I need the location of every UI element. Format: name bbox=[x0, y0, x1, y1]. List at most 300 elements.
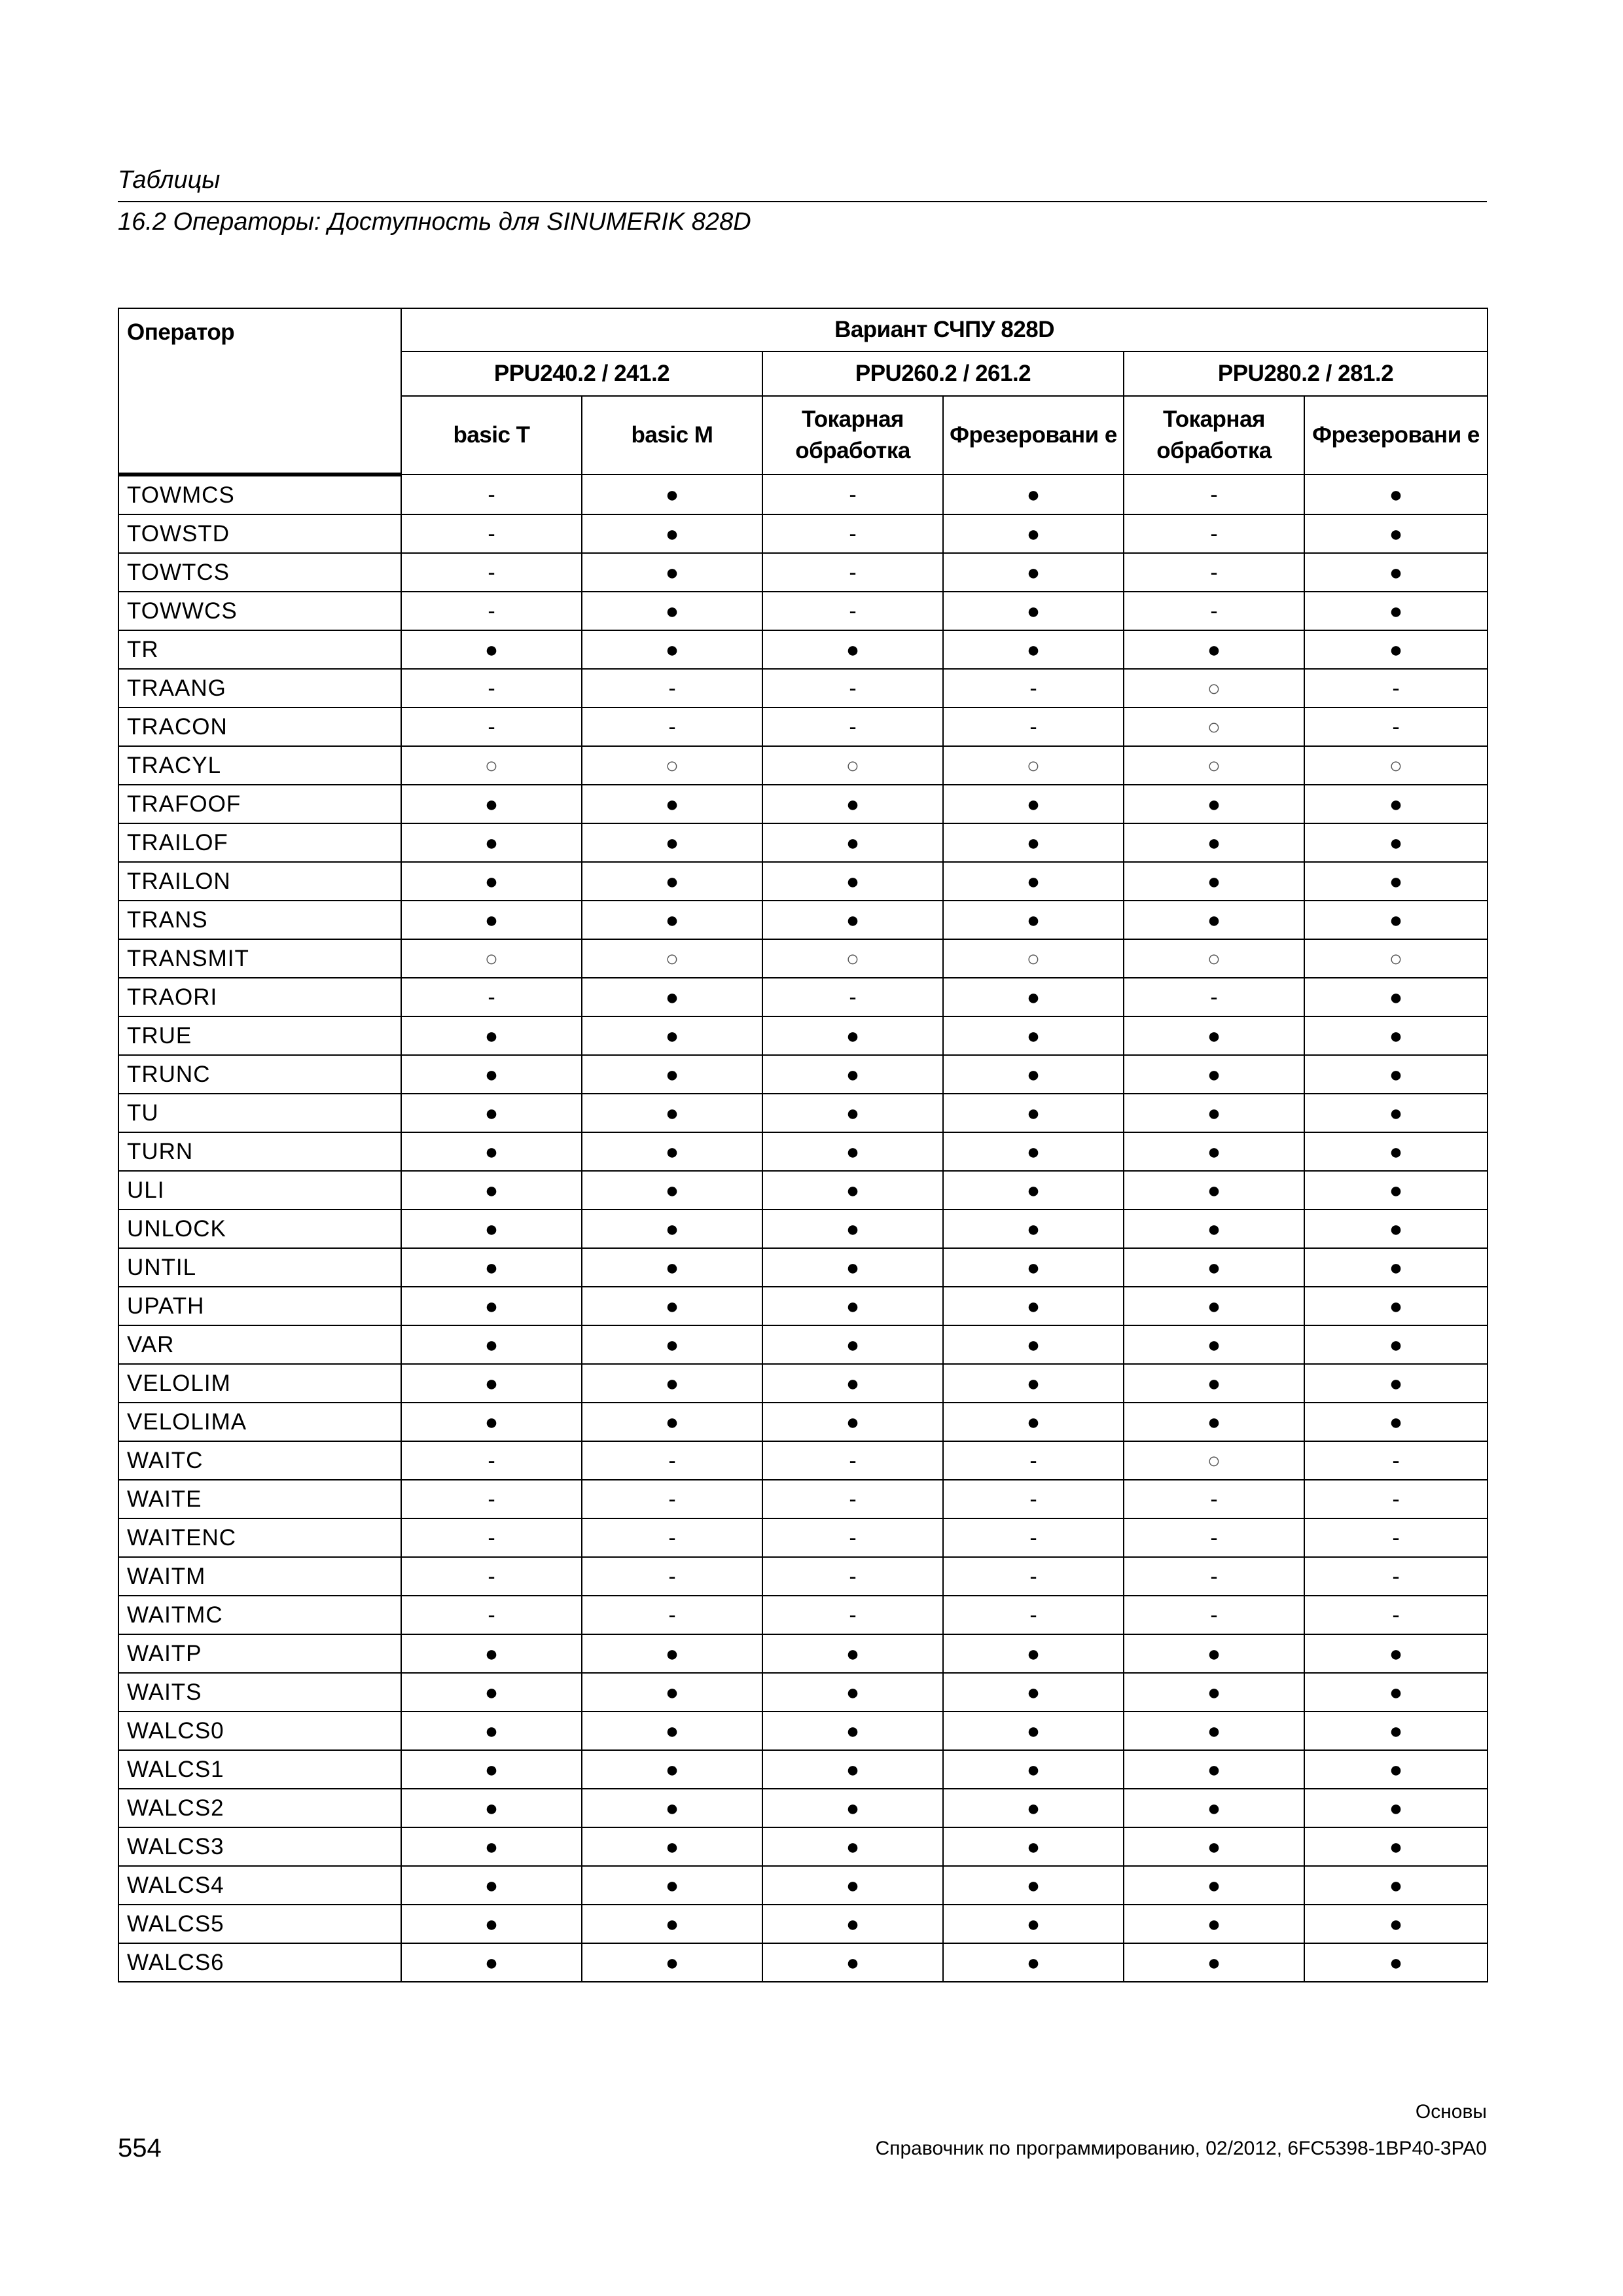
available-mark: ● bbox=[846, 1641, 860, 1666]
available-mark: ● bbox=[1026, 791, 1041, 817]
operator-name: TOWMCS bbox=[118, 475, 401, 514]
available-mark: ● bbox=[1389, 791, 1403, 817]
not-available-mark: - bbox=[668, 1602, 676, 1628]
availability-cell bbox=[762, 823, 943, 862]
option-mark: ○ bbox=[484, 946, 499, 971]
not-available-mark: - bbox=[849, 560, 857, 585]
available-mark: ● bbox=[846, 1293, 860, 1319]
available-mark: ● bbox=[1389, 521, 1403, 547]
operator-name: TRACYL bbox=[118, 746, 401, 785]
available-mark: ● bbox=[1389, 1950, 1403, 1975]
availability-cell bbox=[943, 1055, 1124, 1094]
availability-cell bbox=[1304, 1789, 1488, 1827]
not-available-mark: - bbox=[1392, 1448, 1400, 1473]
available-mark: ● bbox=[484, 1139, 499, 1164]
not-available-mark: - bbox=[668, 675, 676, 701]
availability-cell bbox=[943, 1905, 1124, 1943]
available-mark: ● bbox=[665, 1293, 679, 1319]
available-mark: ● bbox=[1207, 1216, 1221, 1242]
available-mark: ● bbox=[1389, 1834, 1403, 1859]
available-mark: ● bbox=[665, 907, 679, 933]
availability-cell bbox=[943, 475, 1124, 514]
available-mark: ● bbox=[846, 791, 860, 817]
table-row bbox=[118, 514, 1488, 553]
option-mark: ○ bbox=[1207, 753, 1221, 778]
availability-cell bbox=[1304, 1866, 1488, 1905]
available-mark: ● bbox=[665, 1795, 679, 1821]
available-mark: ● bbox=[1389, 1100, 1403, 1126]
not-available-mark: - bbox=[488, 1486, 495, 1512]
availability-cell bbox=[1124, 1016, 1304, 1055]
available-mark: ● bbox=[1026, 482, 1041, 507]
table-row bbox=[118, 1171, 1488, 1210]
availability-cell bbox=[943, 1557, 1124, 1596]
availability-cell bbox=[943, 978, 1124, 1016]
availability-cell bbox=[582, 1171, 762, 1210]
operator-name: UPATH bbox=[118, 1287, 401, 1325]
option-mark: ○ bbox=[846, 753, 860, 778]
operator-name: WALCS3 bbox=[118, 1827, 401, 1866]
table-row bbox=[118, 1364, 1488, 1403]
availability-cell bbox=[943, 1943, 1124, 1982]
table-row bbox=[118, 939, 1488, 978]
not-available-mark: - bbox=[668, 1486, 676, 1512]
not-available-mark: - bbox=[668, 714, 676, 740]
availability-cell bbox=[1124, 1634, 1304, 1673]
operator-name: TRAILOF bbox=[118, 823, 401, 862]
not-available-mark: - bbox=[1210, 1486, 1218, 1512]
available-mark: ● bbox=[1389, 1139, 1403, 1164]
available-mark: ● bbox=[1026, 1641, 1041, 1666]
available-mark: ● bbox=[665, 984, 679, 1010]
availability-cell bbox=[762, 1403, 943, 1441]
availability-cell bbox=[762, 862, 943, 901]
available-mark: ● bbox=[846, 1216, 860, 1242]
availability-cell bbox=[1124, 669, 1304, 708]
option-mark: ○ bbox=[1207, 946, 1221, 971]
availability-cell bbox=[1124, 901, 1304, 939]
available-mark: ● bbox=[484, 1834, 499, 1859]
table-row bbox=[118, 1132, 1488, 1171]
availability-cell bbox=[582, 1596, 762, 1634]
available-mark: ● bbox=[484, 1216, 499, 1242]
available-mark: ● bbox=[1026, 1293, 1041, 1319]
availability-cell bbox=[943, 708, 1124, 746]
available-mark: ● bbox=[1026, 1873, 1041, 1898]
available-mark: ● bbox=[1389, 560, 1403, 585]
availability-cell bbox=[1304, 1441, 1488, 1480]
availability-cell bbox=[1124, 475, 1304, 514]
availability-cell bbox=[1304, 1248, 1488, 1287]
availability-cell bbox=[762, 1712, 943, 1750]
availability-cell bbox=[1304, 1055, 1488, 1094]
availability-cell bbox=[401, 475, 582, 514]
availability-cell bbox=[401, 1943, 582, 1982]
availability-cell bbox=[1124, 1673, 1304, 1712]
availability-cell bbox=[401, 708, 582, 746]
availability-cell bbox=[943, 746, 1124, 785]
availability-cell bbox=[1304, 630, 1488, 669]
available-mark: ● bbox=[665, 560, 679, 585]
available-mark: ● bbox=[1389, 1409, 1403, 1435]
availability-cell bbox=[943, 1789, 1124, 1827]
availability-cell bbox=[762, 1866, 943, 1905]
available-mark: ● bbox=[1207, 1139, 1221, 1164]
availability-cell bbox=[943, 1287, 1124, 1325]
available-mark: ● bbox=[665, 1409, 679, 1435]
available-mark: ● bbox=[1207, 1332, 1221, 1357]
availability-cell bbox=[582, 1132, 762, 1171]
operator-name: VELOLIMA bbox=[118, 1403, 401, 1441]
available-mark: ● bbox=[1026, 1255, 1041, 1280]
available-mark: ● bbox=[1389, 637, 1403, 662]
availability-cell bbox=[762, 746, 943, 785]
availability-cell bbox=[762, 1325, 943, 1364]
availability-cell bbox=[401, 1094, 582, 1132]
availability-cell bbox=[943, 592, 1124, 630]
available-mark: ● bbox=[1389, 1679, 1403, 1705]
availability-cell bbox=[582, 1518, 762, 1557]
availability-cell bbox=[1304, 514, 1488, 553]
not-available-mark: - bbox=[1210, 984, 1218, 1010]
not-available-mark: - bbox=[488, 1448, 495, 1473]
table-row bbox=[118, 1634, 1488, 1673]
availability-cell bbox=[401, 1171, 582, 1210]
table-row bbox=[118, 1789, 1488, 1827]
availability-cell bbox=[401, 1480, 582, 1518]
available-mark: ● bbox=[1026, 1371, 1041, 1396]
available-mark: ● bbox=[665, 1139, 679, 1164]
option-mark: ○ bbox=[1026, 753, 1041, 778]
availability-cell bbox=[1124, 592, 1304, 630]
operator-name: TR bbox=[118, 630, 401, 669]
available-mark: ● bbox=[1207, 1255, 1221, 1280]
available-mark: ● bbox=[665, 1255, 679, 1280]
availability-cell bbox=[1124, 1210, 1304, 1248]
available-mark: ● bbox=[1207, 1023, 1221, 1049]
footer-doc-reference: Справочник по программированию, 02/2012, 6FC5398-1BP40-3PA0 bbox=[875, 2138, 1487, 2159]
availability-cell bbox=[762, 1441, 943, 1480]
operator-name: TRUNC bbox=[118, 1055, 401, 1094]
not-available-mark: - bbox=[1392, 1525, 1400, 1551]
available-mark: ● bbox=[484, 1177, 499, 1203]
availability-cell bbox=[1304, 939, 1488, 978]
availability-cell bbox=[401, 1905, 582, 1943]
availability-cell bbox=[1304, 1287, 1488, 1325]
availability-cell bbox=[943, 1094, 1124, 1132]
availability-cell bbox=[1124, 1287, 1304, 1325]
availability-cell bbox=[582, 1750, 762, 1789]
available-mark: ● bbox=[665, 1641, 679, 1666]
availability-cell bbox=[401, 939, 582, 978]
availability-cell bbox=[1124, 1248, 1304, 1287]
availability-cell bbox=[762, 785, 943, 823]
available-mark: ● bbox=[665, 791, 679, 817]
operator-column-header: Оператор bbox=[118, 308, 401, 475]
table-row bbox=[118, 1094, 1488, 1132]
availability-cell bbox=[943, 901, 1124, 939]
availability-cell bbox=[762, 978, 943, 1016]
availability-cell bbox=[582, 1094, 762, 1132]
availability-cell bbox=[1124, 1518, 1304, 1557]
availability-cell bbox=[401, 1287, 582, 1325]
available-mark: ● bbox=[846, 1834, 860, 1859]
not-available-mark: - bbox=[1210, 598, 1218, 624]
available-mark: ● bbox=[1026, 1757, 1041, 1782]
availability-cell bbox=[762, 708, 943, 746]
availability-cell bbox=[1124, 708, 1304, 746]
availability-cell bbox=[1304, 1750, 1488, 1789]
available-mark: ● bbox=[1026, 830, 1041, 855]
operator-name: WALCS6 bbox=[118, 1943, 401, 1982]
available-mark: ● bbox=[1207, 1911, 1221, 1937]
available-mark: ● bbox=[665, 1873, 679, 1898]
subcolumn-header: Токарная обработка bbox=[1124, 396, 1304, 475]
availability-cell bbox=[582, 1905, 762, 1943]
available-mark: ● bbox=[1389, 1718, 1403, 1744]
availability-cell bbox=[943, 1634, 1124, 1673]
availability-cell bbox=[582, 1441, 762, 1480]
availability-cell bbox=[1304, 1171, 1488, 1210]
chapter-title: Таблицы bbox=[118, 166, 221, 194]
table-row bbox=[118, 978, 1488, 1016]
available-mark: ● bbox=[665, 1371, 679, 1396]
availability-cell bbox=[401, 592, 582, 630]
availability-cell bbox=[401, 1132, 582, 1171]
availability-cell bbox=[762, 553, 943, 592]
availability-cell bbox=[762, 1750, 943, 1789]
availability-cell bbox=[1124, 1866, 1304, 1905]
availability-cell bbox=[1304, 1634, 1488, 1673]
availability-cell bbox=[1124, 1789, 1304, 1827]
available-mark: ● bbox=[1207, 1293, 1221, 1319]
not-available-mark: - bbox=[1029, 1486, 1037, 1512]
available-mark: ● bbox=[665, 1950, 679, 1975]
not-available-mark: - bbox=[849, 1486, 857, 1512]
operator-name: TRACON bbox=[118, 708, 401, 746]
not-available-mark: - bbox=[849, 714, 857, 740]
not-available-mark: - bbox=[1029, 1564, 1037, 1589]
availability-cell bbox=[401, 1827, 582, 1866]
available-mark: ● bbox=[846, 1177, 860, 1203]
available-mark: ● bbox=[484, 1293, 499, 1319]
availability-cell bbox=[582, 1325, 762, 1364]
availability-cell bbox=[943, 1364, 1124, 1403]
available-mark: ● bbox=[1026, 1409, 1041, 1435]
not-available-mark: - bbox=[849, 1448, 857, 1473]
option-mark: ○ bbox=[1389, 753, 1403, 778]
availability-cell bbox=[401, 514, 582, 553]
not-available-mark: - bbox=[1029, 1448, 1037, 1473]
available-mark: ● bbox=[1389, 1641, 1403, 1666]
availability-cell bbox=[1304, 1016, 1488, 1055]
group-header-ppu280: PPU280.2 / 281.2 bbox=[1124, 351, 1488, 396]
availability-cell bbox=[943, 1866, 1124, 1905]
availability-cell bbox=[582, 475, 762, 514]
availability-cell bbox=[762, 1789, 943, 1827]
availability-cell bbox=[943, 1712, 1124, 1750]
availability-cell bbox=[762, 1364, 943, 1403]
option-mark: ○ bbox=[1207, 675, 1221, 701]
operator-name: UNTIL bbox=[118, 1248, 401, 1287]
operator-name: WALCS1 bbox=[118, 1750, 401, 1789]
table-row bbox=[118, 1210, 1488, 1248]
availability-cell bbox=[582, 708, 762, 746]
available-mark: ● bbox=[846, 907, 860, 933]
available-mark: ● bbox=[1389, 1293, 1403, 1319]
available-mark: ● bbox=[665, 1332, 679, 1357]
availability-cell bbox=[762, 1596, 943, 1634]
operator-name: TRANS bbox=[118, 901, 401, 939]
availability-cell bbox=[1124, 1750, 1304, 1789]
availability-cell bbox=[401, 1248, 582, 1287]
availability-cell bbox=[762, 1518, 943, 1557]
availability-cell bbox=[762, 1634, 943, 1673]
not-available-mark: - bbox=[488, 1564, 495, 1589]
not-available-mark: - bbox=[488, 598, 495, 624]
availability-cell bbox=[582, 669, 762, 708]
availability-cell bbox=[1304, 1480, 1488, 1518]
availability-cell bbox=[943, 823, 1124, 862]
not-available-mark: - bbox=[1392, 1602, 1400, 1628]
available-mark: ● bbox=[484, 1911, 499, 1937]
option-mark: ○ bbox=[665, 753, 679, 778]
availability-cell bbox=[1124, 630, 1304, 669]
available-mark: ● bbox=[484, 637, 499, 662]
available-mark: ● bbox=[1207, 1641, 1221, 1666]
available-mark: ● bbox=[484, 869, 499, 894]
available-mark: ● bbox=[1207, 1100, 1221, 1126]
availability-cell bbox=[401, 1364, 582, 1403]
availability-cell bbox=[582, 553, 762, 592]
availability-cell bbox=[762, 1016, 943, 1055]
header-rule bbox=[118, 201, 1487, 202]
table-row bbox=[118, 592, 1488, 630]
availability-cell bbox=[582, 1866, 762, 1905]
availability-cell bbox=[582, 1712, 762, 1750]
operator-name: WAITE bbox=[118, 1480, 401, 1518]
availability-cell bbox=[401, 862, 582, 901]
table-row bbox=[118, 1827, 1488, 1866]
page-number: 554 bbox=[118, 2134, 162, 2162]
available-mark: ● bbox=[1389, 1177, 1403, 1203]
availability-cell bbox=[1304, 1712, 1488, 1750]
operators-table bbox=[118, 308, 1488, 1982]
available-mark: ● bbox=[484, 1100, 499, 1126]
operator-name: TU bbox=[118, 1094, 401, 1132]
availability-cell bbox=[582, 939, 762, 978]
available-mark: ● bbox=[1026, 869, 1041, 894]
available-mark: ● bbox=[1389, 1332, 1403, 1357]
group-header-ppu240: PPU240.2 / 241.2 bbox=[401, 351, 762, 396]
available-mark: ● bbox=[484, 1332, 499, 1357]
available-mark: ● bbox=[1207, 1718, 1221, 1744]
availability-cell bbox=[762, 1480, 943, 1518]
availability-cell bbox=[1124, 746, 1304, 785]
availability-cell bbox=[943, 553, 1124, 592]
available-mark: ● bbox=[846, 1911, 860, 1937]
available-mark: ● bbox=[484, 1950, 499, 1975]
table-row bbox=[118, 1943, 1488, 1982]
available-mark: ● bbox=[484, 1757, 499, 1782]
availability-cell bbox=[1124, 1403, 1304, 1441]
availability-cell bbox=[582, 630, 762, 669]
availability-cell bbox=[1304, 901, 1488, 939]
availability-cell bbox=[401, 669, 582, 708]
available-mark: ● bbox=[665, 1718, 679, 1744]
operator-name: WAITC bbox=[118, 1441, 401, 1480]
not-available-mark: - bbox=[849, 598, 857, 624]
availability-cell bbox=[762, 1055, 943, 1094]
availability-cell bbox=[1124, 514, 1304, 553]
not-available-mark: - bbox=[849, 984, 857, 1010]
available-mark: ● bbox=[846, 1100, 860, 1126]
available-mark: ● bbox=[665, 1679, 679, 1705]
operator-name: TRUE bbox=[118, 1016, 401, 1055]
availability-cell bbox=[1304, 785, 1488, 823]
operator-name: TRAORI bbox=[118, 978, 401, 1016]
available-mark: ● bbox=[846, 1950, 860, 1975]
not-available-mark: - bbox=[668, 1564, 676, 1589]
availability-cell bbox=[1304, 862, 1488, 901]
available-mark: ● bbox=[846, 1757, 860, 1782]
operator-name: WAITS bbox=[118, 1673, 401, 1712]
available-mark: ● bbox=[1389, 1255, 1403, 1280]
availability-cell bbox=[762, 630, 943, 669]
available-mark: ● bbox=[846, 1139, 860, 1164]
available-mark: ● bbox=[1207, 1371, 1221, 1396]
availability-cell bbox=[1304, 1673, 1488, 1712]
not-available-mark: - bbox=[488, 560, 495, 585]
operator-name: VAR bbox=[118, 1325, 401, 1364]
available-mark: ● bbox=[1026, 598, 1041, 624]
available-mark: ● bbox=[1026, 1718, 1041, 1744]
available-mark: ● bbox=[1207, 830, 1221, 855]
availability-cell bbox=[943, 1325, 1124, 1364]
availability-cell bbox=[1304, 1364, 1488, 1403]
available-mark: ● bbox=[846, 1795, 860, 1821]
availability-cell bbox=[582, 1287, 762, 1325]
option-mark: ○ bbox=[1026, 946, 1041, 971]
available-mark: ● bbox=[1389, 830, 1403, 855]
availability-cell bbox=[762, 901, 943, 939]
available-mark: ● bbox=[484, 1679, 499, 1705]
available-mark: ● bbox=[1026, 1950, 1041, 1975]
available-mark: ● bbox=[665, 598, 679, 624]
available-mark: ● bbox=[1026, 560, 1041, 585]
table-row bbox=[118, 1441, 1488, 1480]
availability-cell bbox=[1124, 1132, 1304, 1171]
not-available-mark: - bbox=[1210, 1602, 1218, 1628]
available-mark: ● bbox=[1389, 1216, 1403, 1242]
availability-cell bbox=[762, 1132, 943, 1171]
availability-cell bbox=[943, 1827, 1124, 1866]
section-title: 16.2 Операторы: Доступность для SINUMERIK 828D bbox=[118, 208, 751, 236]
availability-cell bbox=[762, 1171, 943, 1210]
availability-cell bbox=[582, 1557, 762, 1596]
operator-name: WALCS4 bbox=[118, 1866, 401, 1905]
option-mark: ○ bbox=[1389, 946, 1403, 971]
available-mark: ● bbox=[1207, 1679, 1221, 1705]
available-mark: ● bbox=[1026, 521, 1041, 547]
available-mark: ● bbox=[665, 1023, 679, 1049]
available-mark: ● bbox=[1389, 482, 1403, 507]
availability-cell bbox=[582, 1480, 762, 1518]
availability-cell bbox=[762, 939, 943, 978]
availability-cell bbox=[1304, 1943, 1488, 1982]
not-available-mark: - bbox=[488, 1525, 495, 1551]
operator-name: ULI bbox=[118, 1171, 401, 1210]
